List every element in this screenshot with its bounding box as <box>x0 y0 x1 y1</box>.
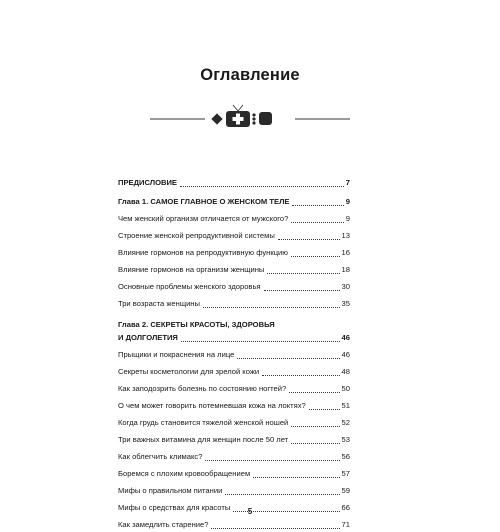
dot-leader <box>264 284 340 291</box>
dot-leader <box>180 180 344 187</box>
toc-item-page: 46 <box>341 350 350 359</box>
toc-item-title: Мифы о средствах для красоты <box>118 503 231 512</box>
toc-item[interactable] <box>118 384 350 393</box>
toc-item[interactable] <box>118 486 350 495</box>
toc-chapter-title: И ДОЛГОЛЕТИЯ <box>118 333 178 342</box>
toc-item-title: Как облегчить климакс? <box>118 452 203 461</box>
toc-item-title: Секреты косметологии для зрелой кожи <box>118 367 260 376</box>
dot-leader <box>225 488 339 495</box>
dot-leader <box>291 420 339 427</box>
toc-item[interactable] <box>118 401 350 410</box>
toc-item-title: Основные проблемы женского здоровья <box>118 282 261 291</box>
toc-item[interactable] <box>118 231 350 240</box>
dot-leader <box>278 233 340 240</box>
toc-item-page: 35 <box>341 299 350 308</box>
toc-item-title: Как заподозрить болезнь по состоянию ногтей? <box>118 384 287 393</box>
toc-item-title: Прыщики и покраснения на лице <box>118 350 235 359</box>
toc-item-title: Строение женской репродуктивной системы <box>118 231 275 240</box>
toc-chapter-page: 9 <box>345 197 350 206</box>
dot-leader <box>309 403 340 410</box>
dot-leader <box>291 250 340 257</box>
ornament-icon <box>150 100 350 136</box>
toc-item-title: Три важных витамина для женщин после 50 лет <box>118 435 289 444</box>
dot-leader <box>203 301 340 308</box>
toc-item-title: Как замедлить старение? <box>118 520 209 529</box>
dot-leader <box>292 199 343 206</box>
toc-item[interactable] <box>118 452 350 461</box>
toc-item-title: Когда грудь становится тяжелой женской ношей <box>118 418 289 427</box>
toc-item-page: 56 <box>341 452 350 461</box>
toc-item-page: 18 <box>341 265 350 274</box>
toc-item-page: 53 <box>341 435 350 444</box>
dot-leader <box>291 216 343 223</box>
toc-chapter-2-title[interactable]: Глава 2. СЕКРЕТЫ КРАСОТЫ, ЗДОРОВЬЯ <box>118 320 275 329</box>
toc-item[interactable] <box>118 367 350 376</box>
page-number: 5 <box>247 507 253 516</box>
toc-item-title: Три возраста женщины <box>118 299 200 308</box>
toc-chapter-title: Глава 1. САМОЕ ГЛАВНОЕ О ЖЕНСКОМ ТЕЛЕ <box>118 197 290 206</box>
dot-leader <box>205 454 339 461</box>
toc-item-title: О чем может говорить потемневшая кожа на локтях? <box>118 401 306 410</box>
toc-preface-title: ПРЕДИСЛОВИЕ <box>118 178 177 187</box>
toc-item[interactable] <box>118 520 350 529</box>
toc-item[interactable] <box>118 282 350 291</box>
toc-item-page: 13 <box>341 231 350 240</box>
dot-leader <box>267 267 339 274</box>
toc-item-page: 51 <box>341 401 350 410</box>
toc-item-title: Влияние гормонов на репродуктивную функцию <box>118 248 288 257</box>
dot-leader <box>181 335 340 342</box>
toc-item[interactable] <box>118 265 350 274</box>
toc-item[interactable] <box>118 299 350 308</box>
toc-item-title: Влияние гормонов на организм женщины <box>118 265 265 274</box>
toc-item-page: 9 <box>345 214 350 223</box>
toc-item-title: Мифы о правильном питании <box>118 486 223 495</box>
toc-chapter-2[interactable] <box>118 333 350 342</box>
page-title: Оглавление <box>200 66 300 84</box>
dot-leader <box>289 386 339 393</box>
toc-item[interactable] <box>118 469 350 478</box>
dot-leader <box>237 352 339 359</box>
table-of-contents <box>118 175 350 529</box>
toc-item[interactable] <box>118 248 350 257</box>
toc-item[interactable] <box>118 418 350 427</box>
dot-leader <box>291 437 339 444</box>
toc-chapter-1[interactable] <box>118 197 350 206</box>
toc-item-page: 52 <box>341 418 350 427</box>
toc-item-page: 66 <box>341 503 350 512</box>
toc-item-page: 71 <box>341 520 350 529</box>
dot-leader <box>211 522 339 529</box>
toc-item-page: 48 <box>341 367 350 376</box>
toc-preface[interactable] <box>118 178 350 187</box>
toc-item-page: 57 <box>341 469 350 478</box>
toc-item[interactable] <box>118 350 350 359</box>
toc-item-page: 16 <box>341 248 350 257</box>
toc-item-title: Боремся с плохим кровообращением <box>118 469 251 478</box>
dot-leader <box>262 369 339 376</box>
toc-item-title: Чем женский организм отличается от мужского? <box>118 214 289 223</box>
toc-item-page: 50 <box>341 384 350 393</box>
toc-item-page: 30 <box>341 282 350 291</box>
toc-item-page: 59 <box>341 486 350 495</box>
toc-preface-page: 7 <box>345 178 350 187</box>
toc-chapter-page: 46 <box>341 333 350 342</box>
toc-item[interactable] <box>118 435 350 444</box>
toc-item[interactable] <box>118 214 350 223</box>
dot-leader <box>253 471 339 478</box>
